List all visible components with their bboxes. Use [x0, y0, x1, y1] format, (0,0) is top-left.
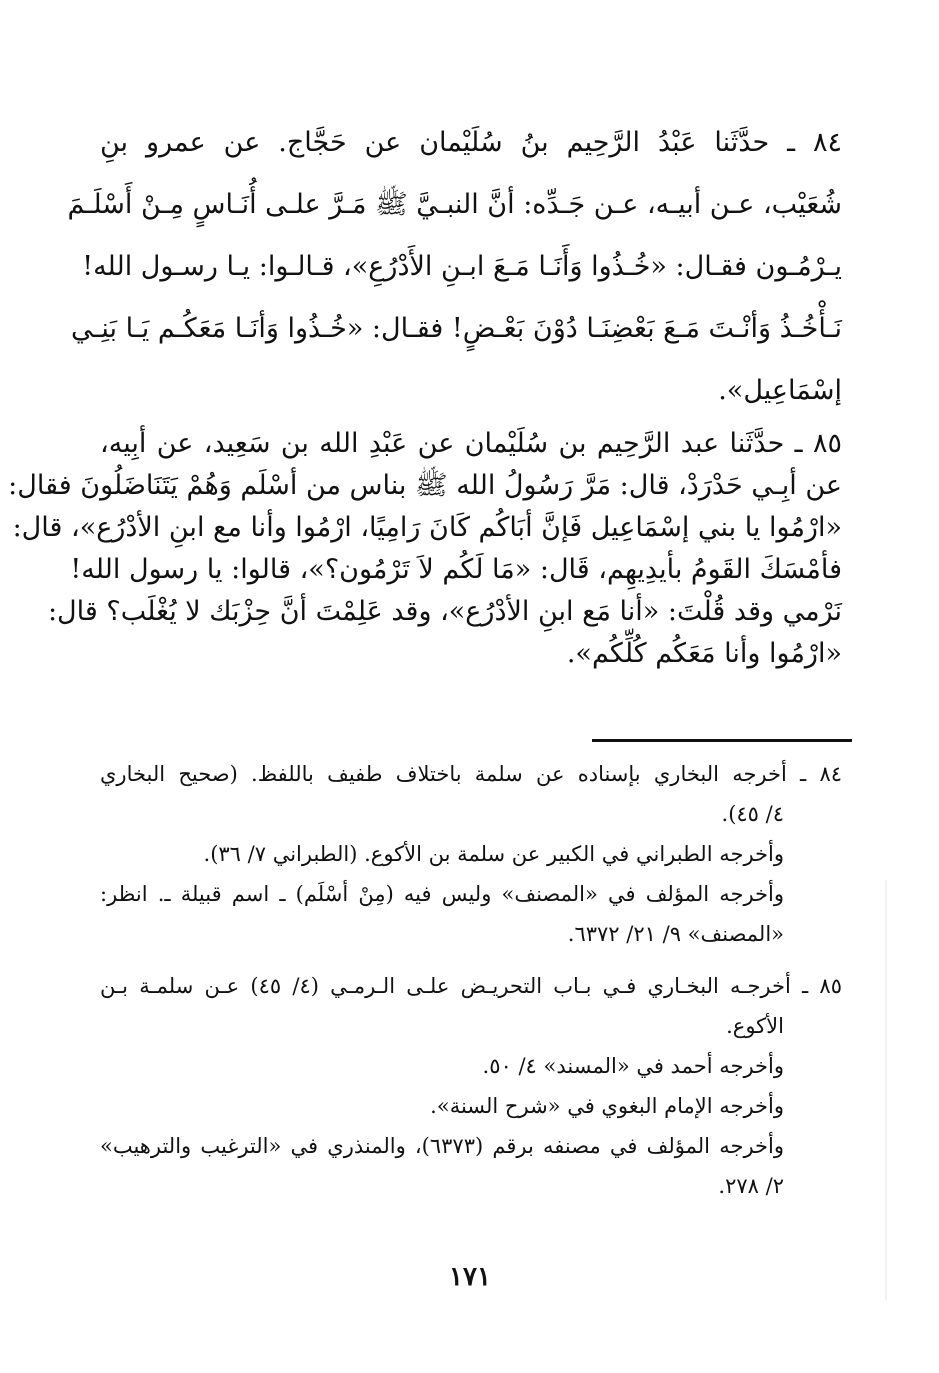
- text-line: «ارْمُوا يا بني إسْمَاعِيل فَإنَّ أبَاكُم كَانَ رَامِيًا، ارْمُوا وأنا مع ابنِ الأدْرُع»، قال:: [12, 512, 842, 543]
- text-line: ٨٥ ـ حدَّثَنا عبد الرَّحِيم بن سُلَيْمان عن عَبْدِ الله بن سَعِيد، عن أبِيه،: [100, 428, 842, 459]
- text-line: نَـأْخُـذُ وَأنْـتَ مَـعَ بَعْضِنَـا دُوْنَ بَعْـضٍ! فقـال: «خُـذُوا وَأنَـا مَعَكُـم يَـا بَنِـي: [70, 313, 842, 344]
- footnote-line: وأخرجه المؤلف في «المصنف» وليس فيه (مِنْ أسْلَم) ـ اسم قبيلة ـ. انظر:: [100, 882, 784, 906]
- footnote-line: وأخرجه الإمام البغوي في «شرح السنة».: [430, 1094, 784, 1118]
- text-line: إسْمَاعِيل».: [718, 375, 842, 406]
- footnote-84: [100, 754, 842, 954]
- hadith-85: [8, 423, 842, 675]
- footnote-85: [100, 966, 842, 1206]
- footnote-line: ٨٤ ـ أخرجه البخاري بإسناده عن سلمة باختلاف طفيف باللفظ. (صحيح البخاري: [100, 762, 842, 786]
- footnote-line: ٢/ ٢٧٨.: [718, 1174, 784, 1198]
- footnote-line: الأكوع.: [726, 1014, 784, 1038]
- text-line: عن أبِـي حَدْرَدْ، قال: مَرَّ رَسُولُ الله ﷺ بناس من أسْلَم وَهُمْ يَتَنَاضَلُونَ فقال:: [8, 470, 842, 501]
- page-number: ١٧١: [449, 1262, 491, 1292]
- text-line: يـرْمُـون فقـال: «خُـذُوا وَأَنَـا مَـعَ ابـنِ الأَدْرُعِ»، قـالـوا: يـا رسـول الله!: [82, 251, 842, 282]
- text-line: ٨٤ ـ حدَّثَنا عَبْدُ الرَّحِيم بنُ سُلَيْمان عن حَجَّاج. عن عمرو بنِ: [100, 127, 842, 158]
- hadith-84: [67, 112, 842, 422]
- text-line: فأمْسَكَ القَومُ بأيدِيهِم، قَال: «مَا لَكُم لاَ تَرْمُون؟»، قالوا: يا رسول الله!: [70, 554, 842, 585]
- footnote-line: ٤/ ٤٥).: [721, 802, 784, 826]
- footnote-line: وأخرجه أحمد في «المسند» ٤/ ٥٠.: [482, 1054, 784, 1078]
- text-line: نَرْمي وقد قُلْتَ: «أنا مَع ابنِ الأدْرُع»، وقد عَلِمْتَ أنَّ حِزْبَك لا يُغْلَب؟ قال:: [47, 596, 842, 627]
- footnote-line: وأخرجه المؤلف في مصنفه برقم (٦٣٧٣)، والمنذري في «الترغيب والترهيب»: [100, 1134, 784, 1158]
- footnote-line: ٨٥ ـ أخرجـه البخـاري فـي بـاب التحريـض علـى الـرمـي (٤/ ٤٥) عـن سلمـة بـن: [100, 974, 842, 998]
- text-line: «ارْمُوا وأنا مَعَكُم كُلِّكُم».: [566, 638, 842, 669]
- footnote-separator: [592, 739, 852, 742]
- text-line: شُعَيْب، عـن أبيـه، عـن جَـدِّه: أنَّ النبـيَّ ﷺ مَـرَّ علـى أُنَـاسٍ مِـنْ أَسْلَـمَ: [67, 189, 842, 220]
- scan-artifact: [885, 880, 887, 1300]
- footnote-line: وأخرجه الطبراني في الكبير عن سلمة بن الأكوع. (الطبراني ٧/ ٣٦).: [203, 842, 784, 866]
- footnote-line: «المصنف» ٩/ ٢١/ ٦٣٧٢.: [567, 922, 784, 946]
